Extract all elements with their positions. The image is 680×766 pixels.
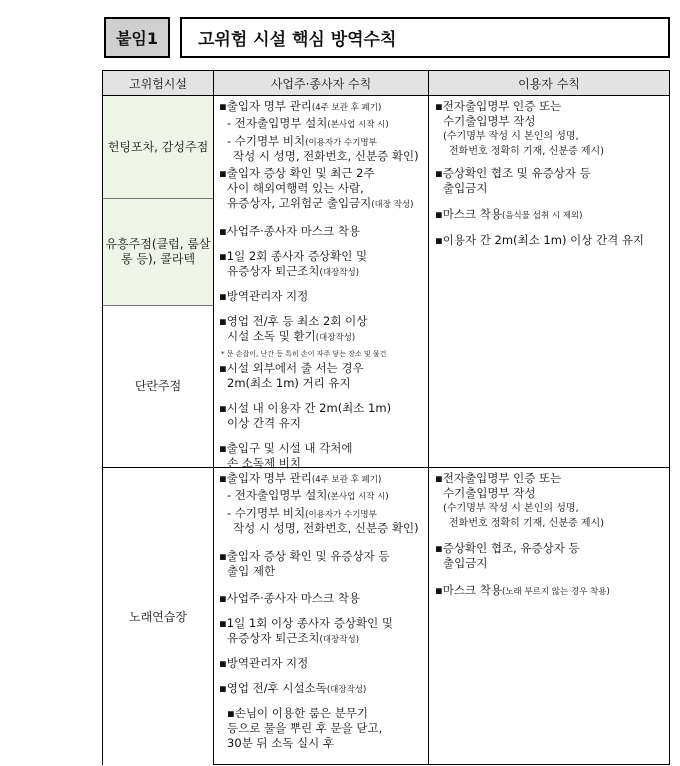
rule-text: ▪시설 내 이용자 간 2m(최소 1m) bbox=[219, 401, 392, 415]
rule-line bbox=[435, 166, 591, 181]
rule-line bbox=[443, 181, 487, 196]
rule-note: (본사업 시작 시) bbox=[327, 120, 389, 130]
rule-line bbox=[219, 361, 364, 376]
rule-line bbox=[219, 401, 391, 416]
rule-note: (대장작성) bbox=[319, 635, 360, 645]
rule-note: (이용자가 수기명부 bbox=[305, 138, 377, 148]
rule-line bbox=[221, 347, 386, 362]
rule-text: ▪방역관리자 지정 bbox=[219, 656, 309, 670]
rule-text: ▪증상확인 협조 및 유증상자 등 bbox=[435, 166, 591, 180]
rule-note: (노래 부르지 않는 경우 착용) bbox=[502, 587, 610, 597]
rule-text: ▪시설 외부에서 줄 서는 경우 bbox=[219, 361, 364, 375]
rule-line bbox=[435, 583, 610, 600]
rule-text: 작성 시 성명, 전화번호, 신분증 확인) bbox=[233, 521, 419, 535]
rule-text: 유증상자 퇴근조치 bbox=[227, 631, 320, 645]
rule-line bbox=[227, 456, 301, 471]
rule-text: ▪출입자 명부 관리 bbox=[219, 99, 312, 113]
rule-text: ▪방역관리자 지정 bbox=[219, 289, 309, 303]
rule-line bbox=[219, 289, 308, 304]
rule-line bbox=[219, 224, 360, 239]
header-user: 이용자 수칙 bbox=[429, 71, 669, 95]
rule-text: ▪전자출입명부 인증 또는 bbox=[435, 99, 562, 113]
rule-line bbox=[219, 249, 367, 264]
rule-text: ▪영업 전/후 시설소독 bbox=[219, 681, 327, 695]
rule-text: 시설 소독 및 환기 bbox=[227, 329, 316, 343]
rule-line bbox=[435, 233, 644, 248]
quarantine-rules-table bbox=[102, 70, 670, 765]
rule-line bbox=[443, 114, 536, 129]
rule-note: (대장작성) bbox=[315, 333, 356, 343]
rule-text: 유증상자, 고위험군 출입금지 bbox=[227, 196, 372, 210]
rule-text: 유증상자 퇴근조치 bbox=[227, 264, 320, 278]
rule-line bbox=[435, 541, 580, 556]
rule-line bbox=[227, 721, 382, 736]
rule-text: 등으로 물을 뿌린 후 문을 닫고, bbox=[227, 721, 383, 735]
rule-text: ▪영업 전/후 등 최소 2회 이상 bbox=[219, 314, 368, 328]
rule-line bbox=[219, 549, 390, 564]
rule-text: - 수기명부 비치 bbox=[227, 506, 306, 520]
rule-note: (대장 작성) bbox=[371, 200, 414, 210]
rule-note: (대장작성) bbox=[326, 685, 367, 695]
rule-line bbox=[233, 521, 419, 536]
rule-text: ▪이용자 간 2m(최소 1m) 이상 간격 유지 bbox=[435, 233, 645, 247]
rule-text: 출입 제한 bbox=[227, 564, 276, 578]
rule-text: 출입금지 bbox=[443, 181, 488, 195]
rule-line bbox=[219, 681, 366, 698]
rule-text: 2m(최소 1m) 거리 유지 bbox=[227, 376, 351, 390]
rule-text: ▪사업주·종사자 마스크 착용 bbox=[219, 591, 360, 605]
rule-text: ▪1일 1회 이상 종사자 증상확인 및 bbox=[219, 616, 394, 630]
rule-text: ▪손님이 이용한 룸은 분무기 bbox=[227, 706, 368, 720]
rule-text: 이상 간격 유지 bbox=[227, 416, 301, 430]
rule-line bbox=[443, 129, 579, 144]
rule-line bbox=[227, 736, 334, 751]
attachment-tag: 붙임1 bbox=[104, 17, 170, 58]
rule-text: ▪마스크 착용 bbox=[435, 207, 502, 221]
rule-line bbox=[449, 516, 604, 531]
rule-line bbox=[227, 264, 359, 281]
rule-text: (수기명부 작성 시 본인의 성명, bbox=[443, 503, 579, 514]
rule-text: 전화번호 정확히 기재, 신분증 제시) bbox=[449, 146, 605, 157]
rule-line bbox=[227, 631, 359, 648]
rule-note: (이용자가 수기명부 bbox=[305, 510, 377, 520]
rule-line bbox=[219, 591, 360, 606]
rule-line bbox=[227, 416, 301, 431]
rule-note: (4주 보관 후 폐기) bbox=[311, 475, 382, 485]
rule-text: - 전자출입명부 설치 bbox=[227, 488, 328, 502]
rule-line bbox=[219, 99, 381, 116]
rule-line bbox=[449, 144, 604, 159]
rule-line bbox=[219, 616, 393, 631]
rule-text: - 수기명부 비치 bbox=[227, 134, 306, 148]
rule-line bbox=[227, 181, 364, 196]
rule-text: 30분 뒤 소독 실시 후 bbox=[227, 736, 335, 750]
header-facility: 고위험시설 bbox=[103, 71, 213, 95]
rule-line bbox=[443, 556, 487, 571]
rule-text: ▪출입구 및 시설 내 각처에 bbox=[219, 441, 353, 455]
header-operator: 사업주·종사자 수칙 bbox=[214, 71, 428, 95]
rule-text: ▪증상확인 협조, 유증상자 등 bbox=[435, 541, 580, 555]
rule-line bbox=[219, 471, 381, 488]
rule-text: * 문 손잡이, 난간 등 특히 손이 자주 닿는 장소 및 물건 bbox=[221, 350, 387, 358]
rule-text: 출입금지 bbox=[443, 556, 488, 570]
rule-text: 작성 시 성명, 전화번호, 신분증 확인) bbox=[233, 149, 419, 163]
rule-text: ▪사업주·종사자 마스크 착용 bbox=[219, 224, 360, 238]
rule-text: ▪마스크 착용 bbox=[435, 583, 502, 597]
rule-note: (대장작성) bbox=[319, 268, 360, 278]
rule-line bbox=[227, 329, 355, 346]
rule-text: 전화번호 정확히 기재, 신분증 제시) bbox=[449, 518, 605, 529]
rule-text: ▪1일 2회 종사자 증상확인 및 bbox=[219, 249, 368, 263]
facility-karaoke-bar: 단란주점 bbox=[103, 306, 213, 467]
rule-line bbox=[219, 166, 375, 181]
rule-text: 수기출입명부 작성 bbox=[443, 486, 536, 500]
facility-singing-room: 노래연습장 bbox=[103, 468, 213, 766]
rule-line bbox=[227, 488, 389, 505]
rule-line bbox=[219, 441, 353, 456]
rule-text: 수기출입명부 작성 bbox=[443, 114, 536, 128]
rule-text: ▪출입자 증상 확인 및 유증상자 등 bbox=[219, 549, 390, 563]
rule-line bbox=[233, 149, 419, 164]
rule-note: (음식물 섭취 시 제외) bbox=[502, 211, 583, 221]
rule-text: ▪전자출입명부 인증 또는 bbox=[435, 471, 562, 485]
page-title: 고위험 시설 핵심 방역수칙 bbox=[180, 17, 670, 58]
rule-line bbox=[435, 471, 561, 486]
rule-line bbox=[227, 196, 413, 213]
rule-text: 사이 해외여행력 있는 사람, bbox=[227, 181, 364, 195]
rule-text: - 전자출입명부 설치 bbox=[227, 116, 328, 130]
rule-line bbox=[443, 486, 536, 501]
rule-line bbox=[435, 207, 582, 224]
rule-line bbox=[227, 706, 368, 721]
facility-entertainment-bar: 유흥주점(클럽, 룸살롱 등), 콜라텍 bbox=[103, 199, 213, 305]
rule-line bbox=[227, 116, 389, 133]
rule-note: (본사업 시작 시) bbox=[327, 492, 389, 502]
rule-line bbox=[227, 564, 275, 579]
rule-line bbox=[443, 501, 579, 516]
rule-text: ▪출입자 증상 확인 및 최근 2주 bbox=[219, 166, 375, 180]
rule-text: 손 소독제 비치 bbox=[227, 456, 301, 470]
facility-hunting-pocha: 헌팅포차, 감성주점 bbox=[103, 96, 213, 198]
rule-text: ▪출입자 명부 관리 bbox=[219, 471, 312, 485]
rule-line bbox=[219, 656, 308, 671]
rule-note: (4주 보관 후 폐기) bbox=[311, 103, 382, 113]
rule-line bbox=[435, 99, 561, 114]
rule-line bbox=[227, 376, 351, 391]
rule-line bbox=[219, 314, 367, 329]
rule-text: (수기명부 작성 시 본인의 성명, bbox=[443, 131, 579, 142]
